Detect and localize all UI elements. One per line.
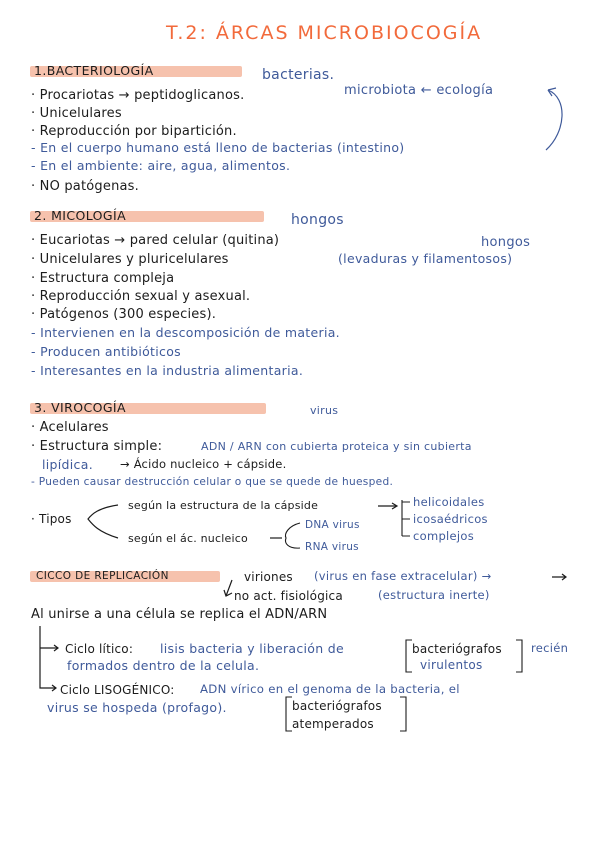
litico-text-1: lisis bacteria y liberación de xyxy=(160,641,344,656)
micologia-item-1: · Eucariotas → pared celular (quitina) xyxy=(31,233,280,248)
bacteriologia-item-3: · Reproducción por bipartición. xyxy=(31,124,237,139)
microbiota-note: microbiota ← ecología xyxy=(344,83,494,98)
lisogenico-text-1: ADN vírico en el genoma de la bacteria, el xyxy=(200,682,460,696)
bacteriologia-item-5: - En el ambiente: aire, agua, alimentos. xyxy=(31,158,291,173)
no-act-arrow xyxy=(224,580,232,596)
micologia-item-8: - Interesantes en la industria alimentaria. xyxy=(31,363,304,378)
micologia-item-6: - Intervienen en la descomposición de materia. xyxy=(31,325,340,340)
tipos-label: · Tipos xyxy=(31,512,72,526)
lisogenico-box-line-2: atemperados xyxy=(292,717,374,731)
nucleic-type-2: RNA virus xyxy=(305,541,359,553)
virologia-item-2-cont: lipídica. xyxy=(42,457,93,472)
tipos-branch-nucleic: según el ác. nucleico xyxy=(128,532,248,545)
litico-label: Ciclo lítico: xyxy=(65,642,134,656)
nucleic-brace xyxy=(286,523,300,548)
lisogenico-box-right xyxy=(400,697,406,731)
lisogenico-box-left xyxy=(286,697,292,731)
nucleic-type-1: DNA virus xyxy=(305,519,360,531)
lisogenico-label: Ciclo LISOGÉNICO: xyxy=(60,683,175,697)
no-act-label: no act. fisiológica xyxy=(234,589,343,603)
viriones-arrow xyxy=(552,574,566,580)
bacteriologia-item-1: · Procariotas → peptidoglicanos. xyxy=(31,88,245,103)
virologia-item-3: - Pueden causar destrucción celular o que se quede de huesped. xyxy=(31,476,394,488)
micologia-item-7: - Producen antibióticos xyxy=(31,344,181,359)
virologia-item-1: · Acelulares xyxy=(31,420,109,435)
litico-box-line-1: bacteriógrafos xyxy=(412,642,502,656)
cycle-tree xyxy=(40,626,58,688)
lisogenico-box-line-1: bacteriógrafos xyxy=(292,699,382,713)
bacteriologia-item-6: · NO patógenas. xyxy=(31,179,139,194)
litico-box-line-2: virulentos xyxy=(420,658,483,672)
virologia-item-2-detail: ADN / ARN con cubierta proteica y sin cubierta xyxy=(201,440,472,453)
litico-box-right xyxy=(516,640,522,672)
tipos-branch-capsid: según la estructura de la cápside xyxy=(128,499,319,512)
ciclo-intro: Al unirse a una célula se replica el ADN/ARN xyxy=(31,607,328,622)
virologia-side-label: virus xyxy=(310,404,339,417)
virologia-item-2: · Estructura simple: xyxy=(31,439,163,454)
page-title: T.2: ÁRCAS MICROBIOCOGÍA xyxy=(166,22,483,44)
micologia-side-label-2: hongos xyxy=(481,235,531,250)
litico-after: recién xyxy=(531,641,569,655)
section-2-heading: 2. MICOLOGÍA xyxy=(34,208,127,223)
bacteriologia-side-label: bacterias. xyxy=(262,67,335,83)
micologia-item-3: · Estructura compleja xyxy=(31,271,175,286)
micologia-side-label: hongos xyxy=(291,212,344,228)
tipos-brace xyxy=(88,505,118,538)
micologia-item-4: · Reproducción sexual y asexual. xyxy=(31,289,251,304)
bacteriologia-item-4: - En el cuerpo humano está lleno de bacterias (intestino) xyxy=(31,140,405,155)
bacteriologia-item-2: · Unicelulares xyxy=(31,106,122,121)
microbiota-loop-bracket xyxy=(546,90,562,150)
micologia-item-5: · Patógenos (300 especies). xyxy=(31,307,217,322)
capsid-type-3: complejos xyxy=(413,529,475,543)
micologia-item-2: · Unicelulares y pluricelulares xyxy=(31,252,229,267)
litico-box-left xyxy=(406,640,412,672)
litico-text-2: formados dentro de la celula. xyxy=(67,658,260,673)
lisogenico-text-2: virus se hospeda (profago). xyxy=(47,700,227,715)
capsid-bracket xyxy=(402,500,410,536)
micologia-item-2-note: (levaduras y filamentosos) xyxy=(338,251,513,266)
capsid-type-1: helicoidales xyxy=(413,495,485,509)
viriones-label: viriones xyxy=(244,570,293,584)
section-3-heading: 3. VIROCOGÍA xyxy=(34,400,126,415)
no-act-note: (estructura inerte) xyxy=(378,588,490,602)
section-1-heading: 1.BACTERIOLOGÍA xyxy=(34,63,154,78)
viriones-note: (virus en fase extracelular) → xyxy=(314,569,492,583)
capsid-type-2: icosaédricos xyxy=(413,512,488,526)
virologia-item-2-arrow: → Ácido nucleico + cápside. xyxy=(120,457,287,471)
ciclo-heading: CICCO DE REPLICACIÓN xyxy=(36,570,169,582)
